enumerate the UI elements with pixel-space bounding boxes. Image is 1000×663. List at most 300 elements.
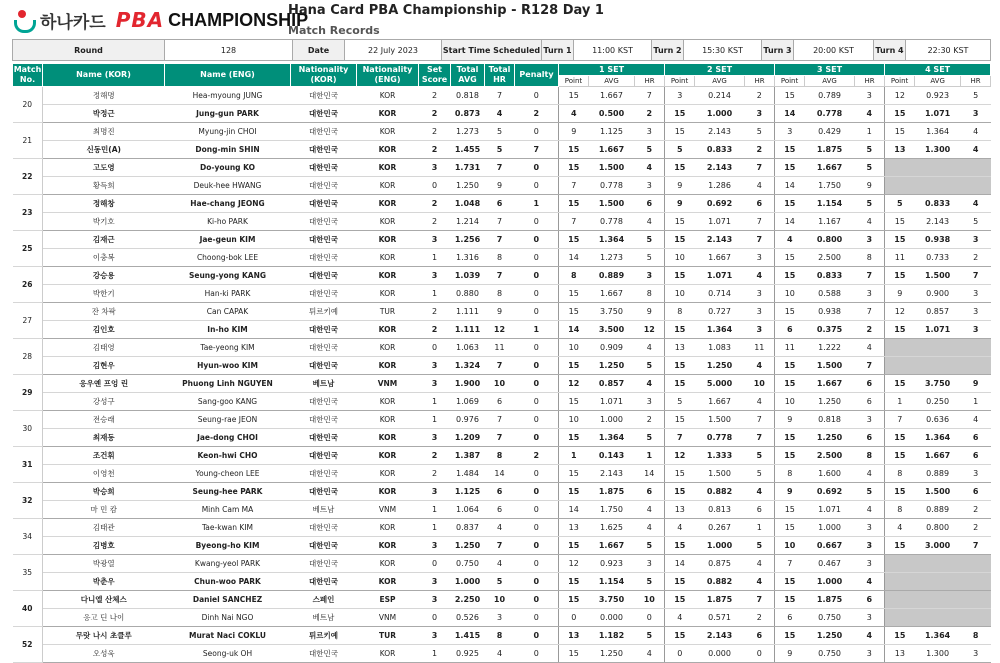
total-hr: 7 xyxy=(485,429,515,447)
set3-hr: 4 xyxy=(855,105,885,123)
logo xyxy=(14,6,308,34)
hana-logo-icon xyxy=(14,8,36,32)
set2-point: 15 xyxy=(665,483,695,501)
set3-point: 15 xyxy=(775,501,805,519)
set4-point: 7 xyxy=(885,411,915,429)
set2-point: 4 xyxy=(665,519,695,537)
set2-hr: 5 xyxy=(745,537,775,555)
set4-hr: 3 xyxy=(961,303,991,321)
set4-point: 12 xyxy=(885,87,915,105)
set4-hr: 3 xyxy=(961,465,991,483)
set1-avg: 1.500 xyxy=(589,195,635,213)
set2-point: 15 xyxy=(665,123,695,141)
set1-avg: 1.667 xyxy=(589,141,635,159)
penalty: 1 xyxy=(515,321,559,339)
set3-avg: 0.375 xyxy=(805,321,855,339)
set2-hr: 2 xyxy=(745,609,775,627)
penalty: 0 xyxy=(515,591,559,609)
brand-korean: 하나카드 xyxy=(40,12,106,33)
player-row xyxy=(13,339,991,357)
penalty: 0 xyxy=(515,411,559,429)
name-kor: 박한기 xyxy=(43,285,165,303)
nationality-eng: KOR xyxy=(357,519,419,537)
total-avg: 1.256 xyxy=(451,231,485,249)
set4-point: 8 xyxy=(885,501,915,519)
total-hr: 7 xyxy=(485,411,515,429)
set3-hr: 7 xyxy=(855,357,885,375)
set3-avg: 1.875 xyxy=(805,591,855,609)
set-score: 3 xyxy=(419,429,451,447)
set1-avg: 1.182 xyxy=(589,627,635,645)
set3-point: 15 xyxy=(775,141,805,159)
set4-avg: 0.889 xyxy=(915,501,961,519)
set3-point: 14 xyxy=(775,105,805,123)
name-eng: Jung-gun PARK xyxy=(165,105,291,123)
set4-hr: 3 xyxy=(961,231,991,249)
set4-point: 15 xyxy=(885,483,915,501)
col-set3: 3 SET xyxy=(775,64,885,76)
col-nat-kor: Nationality (KOR) xyxy=(291,64,357,87)
name-eng: Seong-uk OH xyxy=(165,645,291,663)
set3-hr: 7 xyxy=(855,267,885,285)
set2-avg: 1.500 xyxy=(695,411,745,429)
set2-hr: 7 xyxy=(745,213,775,231)
nationality-kor: 대한민국 xyxy=(291,465,357,483)
set-score: 2 xyxy=(419,141,451,159)
set2-avg: 1.071 xyxy=(695,213,745,231)
name-eng: Kwang-yeol PARK xyxy=(165,555,291,573)
set4-hr: 4 xyxy=(961,195,991,213)
set-score: 2 xyxy=(419,195,451,213)
penalty: 7 xyxy=(515,141,559,159)
penalty: 0 xyxy=(515,465,559,483)
nationality-eng: KOR xyxy=(357,177,419,195)
name-kor: 잔 차팍 xyxy=(43,303,165,321)
set1-point: 15 xyxy=(559,159,589,177)
set-score: 2 xyxy=(419,213,451,231)
set4-hr: 7 xyxy=(961,537,991,555)
set2-avg: 2.143 xyxy=(695,231,745,249)
player-row xyxy=(13,105,991,123)
set2-avg: 1.667 xyxy=(695,249,745,267)
nationality-kor: 대한민국 xyxy=(291,483,357,501)
set-score: 3 xyxy=(419,591,451,609)
set4-point: 15 xyxy=(885,123,915,141)
set4-point xyxy=(885,357,915,375)
set1-avg: 1.364 xyxy=(589,231,635,249)
total-hr: 8 xyxy=(485,285,515,303)
turn1-label: Turn 1 xyxy=(542,40,574,61)
set4-point: 15 xyxy=(885,105,915,123)
set3-hr: 1 xyxy=(855,123,885,141)
set1-hr: 3 xyxy=(635,393,665,411)
set1-point: 15 xyxy=(559,231,589,249)
set3-avg: 1.154 xyxy=(805,195,855,213)
set1-avg: 3.750 xyxy=(589,591,635,609)
nationality-kor: 대한민국 xyxy=(291,213,357,231)
total-avg: 1.250 xyxy=(451,177,485,195)
nationality-kor: 대한민국 xyxy=(291,267,357,285)
name-eng: Myung-jin CHOI xyxy=(165,123,291,141)
nationality-eng: KOR xyxy=(357,465,419,483)
set2-avg: 1.286 xyxy=(695,177,745,195)
set2-avg: 1.333 xyxy=(695,447,745,465)
set4-avg: 0.889 xyxy=(915,465,961,483)
set4-avg: 1.364 xyxy=(915,429,961,447)
total-hr: 5 xyxy=(485,573,515,591)
set4-avg: 1.364 xyxy=(915,627,961,645)
set1-hr: 4 xyxy=(635,375,665,393)
set1-point: 14 xyxy=(559,321,589,339)
set-score: 1 xyxy=(419,285,451,303)
set3-point: 11 xyxy=(775,339,805,357)
total-avg: 0.837 xyxy=(451,519,485,537)
total-avg: 0.873 xyxy=(451,105,485,123)
set1-point: 12 xyxy=(559,375,589,393)
nationality-kor: 튀르키예 xyxy=(291,627,357,645)
set1-point: 15 xyxy=(559,393,589,411)
nationality-eng: KOR xyxy=(357,645,419,663)
total-hr: 5 xyxy=(485,123,515,141)
nationality-eng: VNM xyxy=(357,375,419,393)
set3-hr: 3 xyxy=(855,609,885,627)
set-score: 2 xyxy=(419,303,451,321)
name-kor: 이충복 xyxy=(43,249,165,267)
set1-point: 15 xyxy=(559,573,589,591)
set4-point: 5 xyxy=(885,195,915,213)
set3-point: 8 xyxy=(775,465,805,483)
set4-avg xyxy=(915,591,961,609)
player-row xyxy=(13,591,991,609)
col-point: Point xyxy=(885,76,915,87)
set4-point: 11 xyxy=(885,249,915,267)
nationality-eng: KOR xyxy=(357,87,419,105)
set4-point: 15 xyxy=(885,447,915,465)
set1-hr: 5 xyxy=(635,357,665,375)
match-no: 22 xyxy=(13,159,43,195)
nationality-eng: KOR xyxy=(357,411,419,429)
set1-point: 13 xyxy=(559,627,589,645)
penalty: 0 xyxy=(515,627,559,645)
set4-point: 15 xyxy=(885,231,915,249)
nationality-kor: 대한민국 xyxy=(291,537,357,555)
name-kor: 무랏 나시 초클루 xyxy=(43,627,165,645)
set2-hr: 4 xyxy=(745,357,775,375)
total-avg: 0.526 xyxy=(451,609,485,627)
name-kor: 박정근 xyxy=(43,105,165,123)
name-eng: Young-cheon LEE xyxy=(165,465,291,483)
set3-avg: 0.818 xyxy=(805,411,855,429)
nationality-kor: 대한민국 xyxy=(291,519,357,537)
set2-point: 3 xyxy=(665,87,695,105)
name-kor: 다니엘 산체스 xyxy=(43,591,165,609)
nationality-kor: 튀르키예 xyxy=(291,303,357,321)
set4-point: 15 xyxy=(885,213,915,231)
set4-point: 12 xyxy=(885,303,915,321)
total-hr: 7 xyxy=(485,213,515,231)
name-kor: 조건휘 xyxy=(43,447,165,465)
set-score: 1 xyxy=(419,411,451,429)
penalty: 0 xyxy=(515,213,559,231)
total-avg: 0.976 xyxy=(451,411,485,429)
set1-avg: 0.778 xyxy=(589,177,635,195)
penalty: 2 xyxy=(515,447,559,465)
name-kor: 김재근 xyxy=(43,231,165,249)
player-row xyxy=(13,375,991,393)
set-score: 0 xyxy=(419,177,451,195)
player-row xyxy=(13,411,991,429)
name-eng: Jae-geun KIM xyxy=(165,231,291,249)
set3-hr: 5 xyxy=(855,141,885,159)
set4-point xyxy=(885,555,915,573)
set4-hr: 3 xyxy=(961,105,991,123)
set4-point: 15 xyxy=(885,429,915,447)
set3-avg: 0.833 xyxy=(805,267,855,285)
penalty: 0 xyxy=(515,573,559,591)
set2-hr: 7 xyxy=(745,231,775,249)
set-score: 1 xyxy=(419,393,451,411)
name-eng: Dinh Nai NGO xyxy=(165,609,291,627)
set4-hr: 9 xyxy=(961,375,991,393)
set3-hr: 3 xyxy=(855,231,885,249)
set1-point: 15 xyxy=(559,483,589,501)
set2-point: 15 xyxy=(665,591,695,609)
player-row xyxy=(13,231,991,249)
set-score: 3 xyxy=(419,627,451,645)
set2-point: 7 xyxy=(665,429,695,447)
nationality-eng: KOR xyxy=(357,105,419,123)
total-hr: 7 xyxy=(485,87,515,105)
name-eng: Minh Cam MA xyxy=(165,501,291,519)
set4-point xyxy=(885,159,915,177)
col-name-kor: Name (KOR) xyxy=(43,64,165,87)
set4-avg: 2.143 xyxy=(915,213,961,231)
player-row xyxy=(13,465,991,483)
match-records-table xyxy=(12,63,991,663)
set3-point: 3 xyxy=(775,123,805,141)
set2-hr: 3 xyxy=(745,285,775,303)
set1-point: 15 xyxy=(559,357,589,375)
nationality-kor: 대한민국 xyxy=(291,645,357,663)
penalty: 0 xyxy=(515,177,559,195)
name-kor: 신동민(A) xyxy=(43,141,165,159)
round-label: Round xyxy=(13,40,165,61)
penalty: 0 xyxy=(515,123,559,141)
nationality-kor: 대한민국 xyxy=(291,573,357,591)
set1-hr: 8 xyxy=(635,285,665,303)
set1-point: 15 xyxy=(559,645,589,663)
total-avg: 1.111 xyxy=(451,303,485,321)
col-hr: HR xyxy=(745,76,775,87)
nationality-eng: KOR xyxy=(357,231,419,249)
nationality-kor: 대한민국 xyxy=(291,393,357,411)
nationality-eng: KOR xyxy=(357,447,419,465)
set2-hr: 4 xyxy=(745,555,775,573)
nationality-eng: KOR xyxy=(357,141,419,159)
name-eng: Chun-woo PARK xyxy=(165,573,291,591)
name-kor: 최명진 xyxy=(43,123,165,141)
set1-hr: 4 xyxy=(635,519,665,537)
set1-point: 15 xyxy=(559,465,589,483)
nationality-kor: 대한민국 xyxy=(291,123,357,141)
total-hr: 8 xyxy=(485,627,515,645)
set4-point: 15 xyxy=(885,375,915,393)
penalty: 0 xyxy=(515,231,559,249)
name-kor: 김인호 xyxy=(43,321,165,339)
set4-avg xyxy=(915,177,961,195)
set1-hr: 4 xyxy=(635,501,665,519)
set2-hr: 6 xyxy=(745,195,775,213)
set4-point: 8 xyxy=(885,465,915,483)
total-avg: 1.900 xyxy=(451,375,485,393)
nationality-eng: KOR xyxy=(357,123,419,141)
total-hr: 11 xyxy=(485,339,515,357)
set4-hr xyxy=(961,609,991,627)
match-records-table-wrap xyxy=(12,63,990,663)
set1-avg: 0.889 xyxy=(589,267,635,285)
total-hr: 3 xyxy=(485,609,515,627)
set-score: 2 xyxy=(419,123,451,141)
set3-hr: 6 xyxy=(855,393,885,411)
set4-avg xyxy=(915,609,961,627)
header xyxy=(0,0,1000,38)
set2-avg: 1.000 xyxy=(695,537,745,555)
set2-point: 10 xyxy=(665,285,695,303)
set4-hr: 3 xyxy=(961,321,991,339)
set-score: 2 xyxy=(419,447,451,465)
name-eng: Can CAPAK xyxy=(165,303,291,321)
set1-avg: 1.667 xyxy=(589,87,635,105)
total-avg: 1.455 xyxy=(451,141,485,159)
set3-hr: 7 xyxy=(855,303,885,321)
set2-point: 15 xyxy=(665,321,695,339)
set4-point: 15 xyxy=(885,321,915,339)
set4-hr xyxy=(961,573,991,591)
set4-avg: 0.938 xyxy=(915,231,961,249)
set4-point: 15 xyxy=(885,627,915,645)
match-no: 25 xyxy=(13,231,43,267)
match-no: 26 xyxy=(13,267,43,303)
col-match-no: Match No. xyxy=(13,64,43,87)
set2-avg: 0.882 xyxy=(695,573,745,591)
set1-point: 10 xyxy=(559,339,589,357)
name-kor: 고도영 xyxy=(43,159,165,177)
set3-hr: 3 xyxy=(855,555,885,573)
set4-avg: 3.750 xyxy=(915,375,961,393)
total-avg: 1.250 xyxy=(451,537,485,555)
set2-avg: 0.813 xyxy=(695,501,745,519)
name-eng: Tae-yeong KIM xyxy=(165,339,291,357)
set2-point: 15 xyxy=(665,627,695,645)
col-avg: AVG xyxy=(805,76,855,87)
match-no: 52 xyxy=(13,627,43,663)
total-avg: 1.214 xyxy=(451,213,485,231)
set1-avg: 1.875 xyxy=(589,483,635,501)
name-eng: In-ho KIM xyxy=(165,321,291,339)
set3-point: 15 xyxy=(775,267,805,285)
total-avg: 0.818 xyxy=(451,87,485,105)
penalty: 0 xyxy=(515,519,559,537)
set2-avg: 0.875 xyxy=(695,555,745,573)
set4-hr: 1 xyxy=(961,393,991,411)
set2-avg: 1.071 xyxy=(695,267,745,285)
set3-avg: 1.071 xyxy=(805,501,855,519)
name-kor: 박춘우 xyxy=(43,573,165,591)
total-avg: 0.750 xyxy=(451,555,485,573)
nationality-eng: KOR xyxy=(357,573,419,591)
total-hr: 7 xyxy=(485,159,515,177)
set3-hr: 6 xyxy=(855,429,885,447)
nationality-eng: KOR xyxy=(357,321,419,339)
penalty: 0 xyxy=(515,339,559,357)
set2-avg: 2.143 xyxy=(695,123,745,141)
name-eng: Seung-yong KANG xyxy=(165,267,291,285)
set2-point: 15 xyxy=(665,375,695,393)
col-penalty: Penalty xyxy=(515,64,559,87)
set1-hr: 14 xyxy=(635,465,665,483)
name-eng: Choong-bok LEE xyxy=(165,249,291,267)
set3-hr: 8 xyxy=(855,249,885,267)
set3-point: 10 xyxy=(775,537,805,555)
set1-hr: 4 xyxy=(635,339,665,357)
nationality-eng: KOR xyxy=(357,537,419,555)
turn4-label: Turn 4 xyxy=(874,40,906,61)
set4-hr: 2 xyxy=(961,249,991,267)
col-set1: 1 SET xyxy=(559,64,665,76)
match-rows xyxy=(13,87,991,663)
set3-point: 9 xyxy=(775,483,805,501)
set-score: 3 xyxy=(419,357,451,375)
set2-point: 15 xyxy=(665,213,695,231)
set1-hr: 2 xyxy=(635,105,665,123)
name-eng: Murat Naci COKLU xyxy=(165,627,291,645)
set2-hr: 2 xyxy=(745,87,775,105)
total-hr: 7 xyxy=(485,231,515,249)
total-hr: 9 xyxy=(485,303,515,321)
set3-point: 15 xyxy=(775,591,805,609)
set2-avg: 0.778 xyxy=(695,429,745,447)
set-score: 1 xyxy=(419,249,451,267)
name-kor: 박기호 xyxy=(43,213,165,231)
set4-avg xyxy=(915,339,961,357)
set2-hr: 4 xyxy=(745,393,775,411)
set3-hr: 3 xyxy=(855,645,885,663)
set1-avg: 0.143 xyxy=(589,447,635,465)
nationality-eng: KOR xyxy=(357,159,419,177)
nationality-eng: TUR xyxy=(357,303,419,321)
set1-hr: 0 xyxy=(635,609,665,627)
penalty: 0 xyxy=(515,87,559,105)
set2-point: 15 xyxy=(665,231,695,249)
nationality-kor: 대한민국 xyxy=(291,159,357,177)
set3-avg: 0.429 xyxy=(805,123,855,141)
set2-hr: 4 xyxy=(745,483,775,501)
set2-hr: 4 xyxy=(745,573,775,591)
total-avg: 1.064 xyxy=(451,501,485,519)
set3-hr: 4 xyxy=(855,627,885,645)
set4-point xyxy=(885,609,915,627)
set4-avg: 1.071 xyxy=(915,105,961,123)
set3-hr: 6 xyxy=(855,375,885,393)
set1-hr: 5 xyxy=(635,537,665,555)
set1-avg: 1.750 xyxy=(589,501,635,519)
total-avg: 1.048 xyxy=(451,195,485,213)
set2-avg: 0.882 xyxy=(695,483,745,501)
total-hr: 10 xyxy=(485,591,515,609)
player-row xyxy=(13,447,991,465)
player-row xyxy=(13,177,991,195)
set2-point: 15 xyxy=(665,105,695,123)
